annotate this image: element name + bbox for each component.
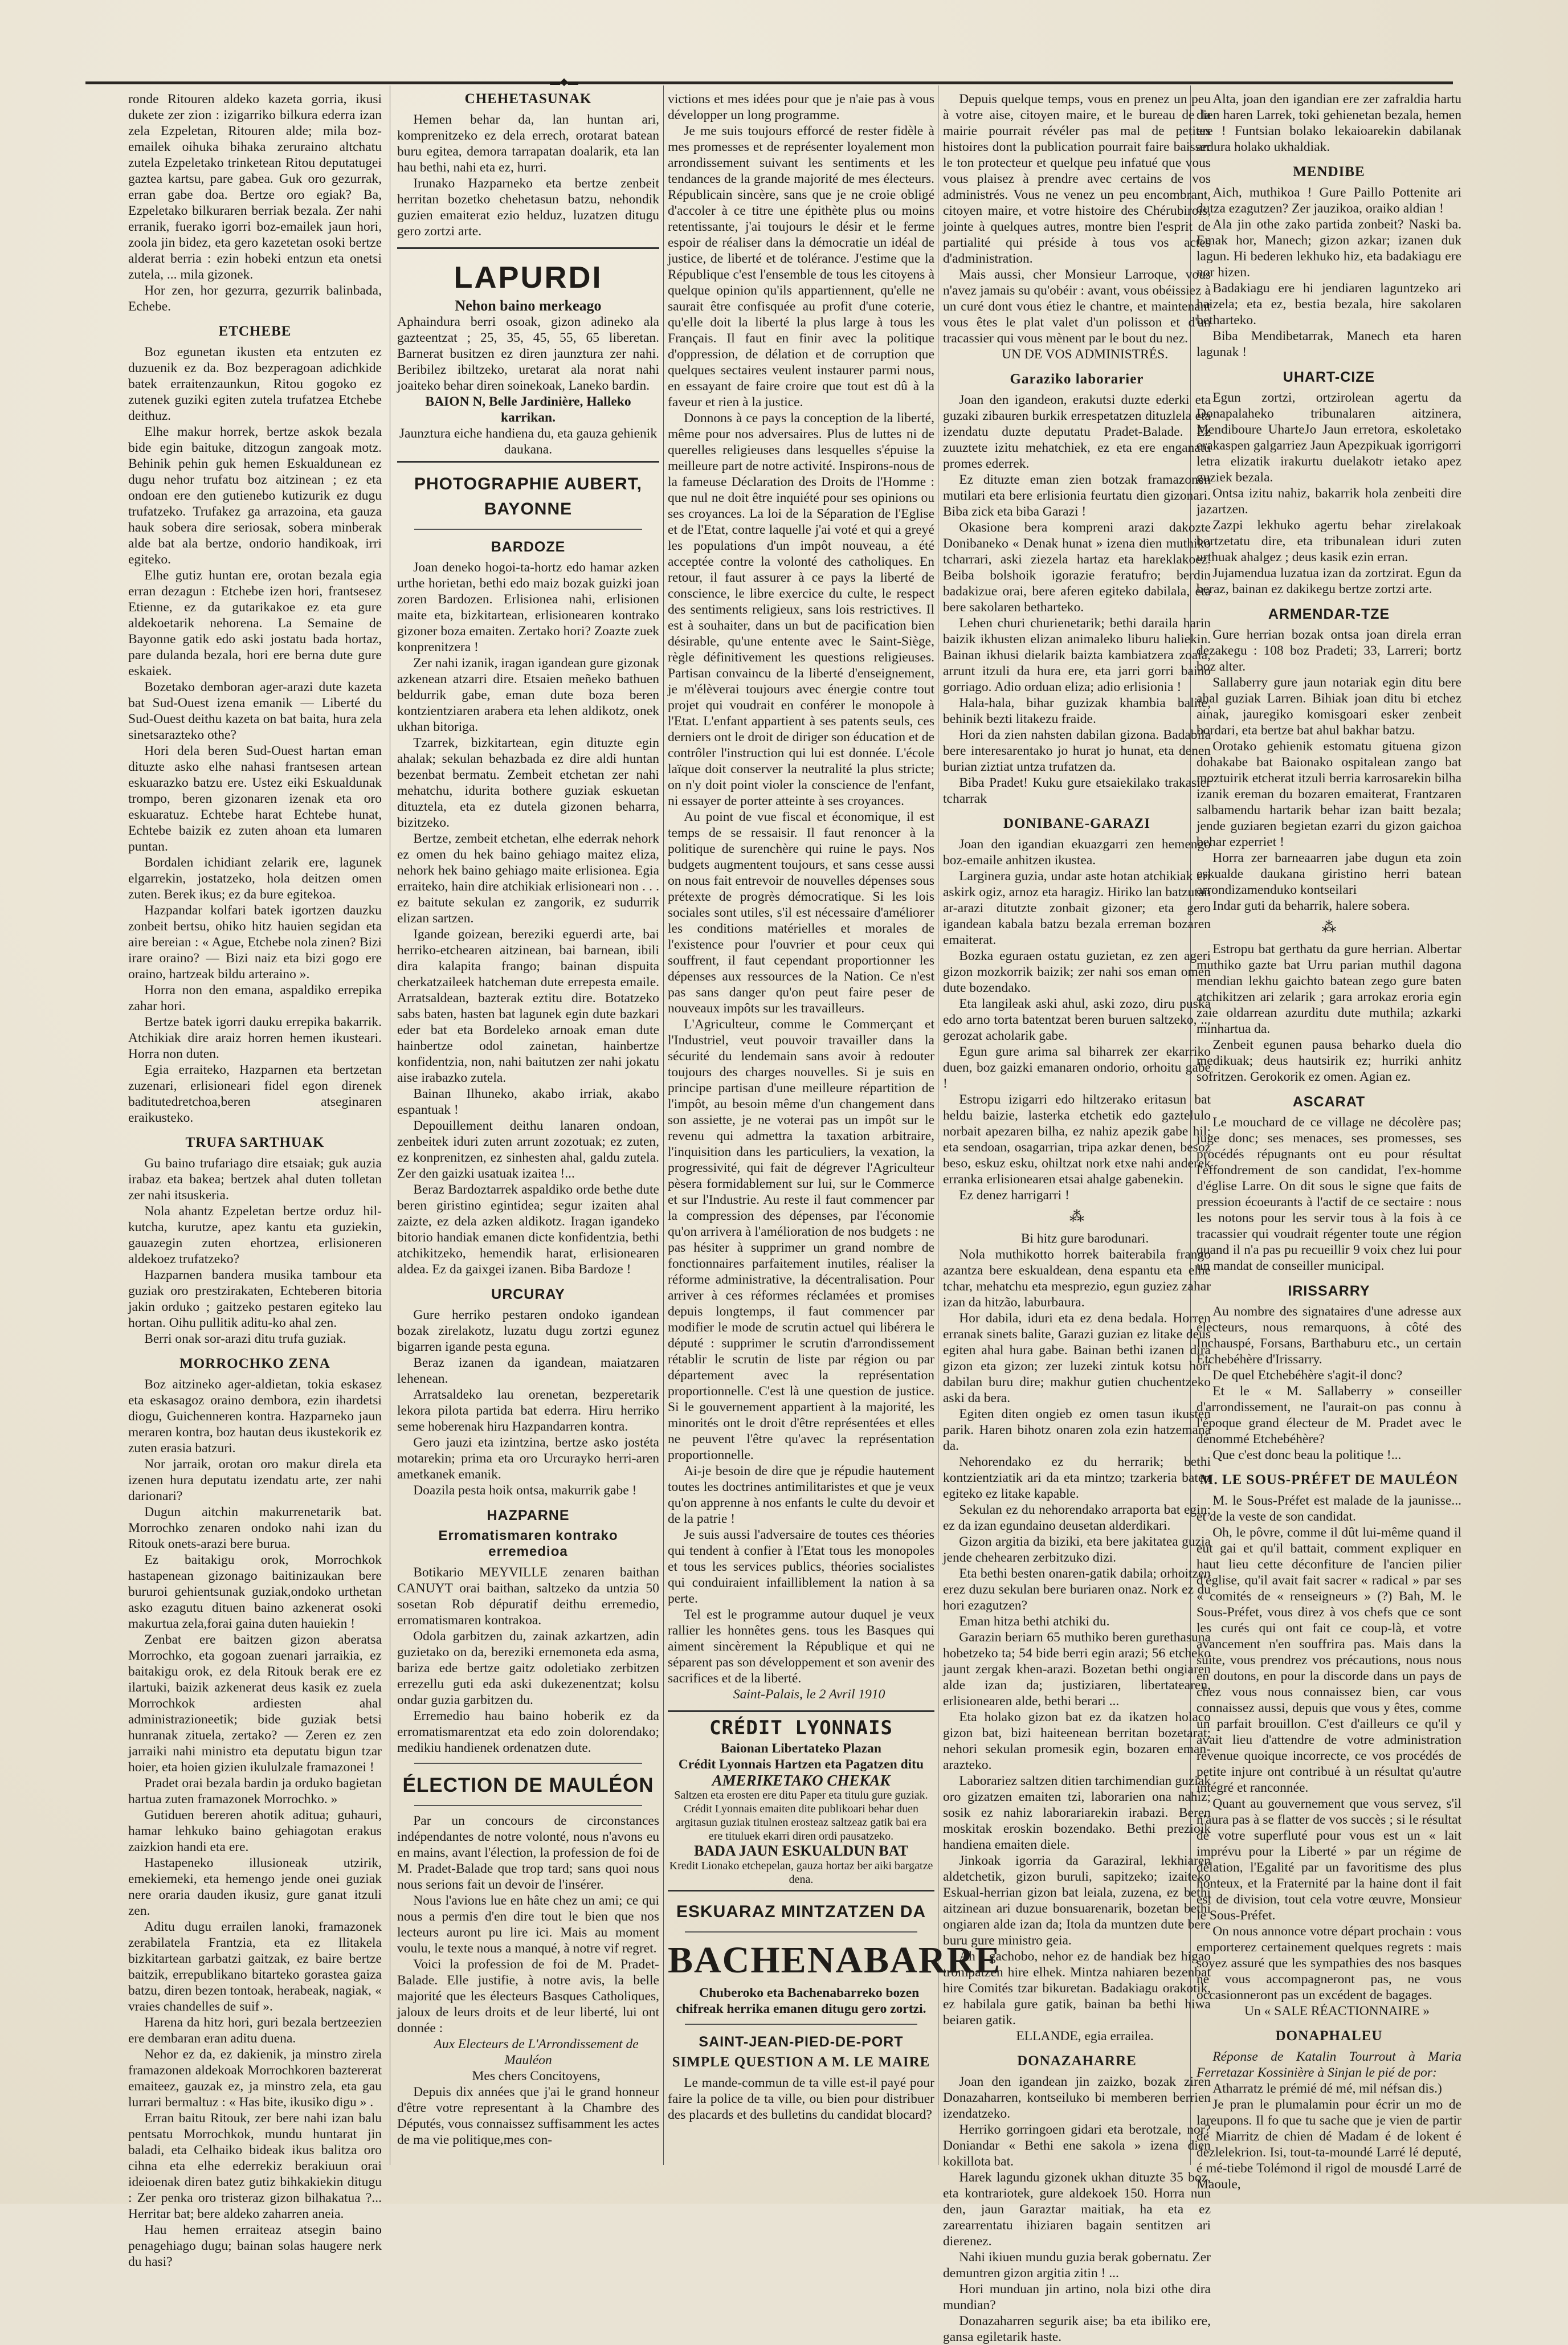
divider [414, 1805, 642, 1806]
article-paragraph: Botikario MEYVILLE zenaren baithan CANUYT orai baithan, saltzeko da untzia 50 sosetan Rob dépuratif deithu erremedio, erromatismaren kontrakoa. [397, 1565, 659, 1628]
divider [414, 1763, 642, 1764]
article-paragraph: Ala jin othe zako partida zonbeit? Naski ba. Emak hor, Manech; gizon azkar; izanen duk lagun. Hi bederen lekhuko hiz, eta badakiagu ere nor hizen. [1197, 217, 1461, 280]
article-paragraph: Gutiduen bereren ahotik aditua; guhauri, hamar lehkuko baino gehiagotan erakus zaizkion handi eta ere. [128, 1808, 382, 1854]
article-paragraph: Hor zen, hor gezurra, gezurrik balinbada, Echebe. [128, 283, 382, 314]
article-paragraph: Nous l'avions lue en hâte chez un ami; ce qui nous a permis d'en dire tout le bien que nos lecteurs auront pu lire ici. Mais au moment voulu, le texte nous a manqué, à notre vif regret. [397, 1893, 659, 1956]
article-paragraph: Et le « M. Sallaberry » conseiller d'arrondissement, ne l'aurait-on pas connu à l'époque grand électeur de M. Pradet avec le dénommé Etchebéhère? [1197, 1384, 1461, 1447]
article-paragraph: Joan deneko hogoi-ta-hortz edo hamar azken urthe horietan, bethi edo maiz bozak guizki joan zoren Bardozen. Erlisionea nahi, erlisionen maite eta, bizkitartean, erlisionearen kontrako gizoner boza emaiten. Zertako hori? Zoazte zuek konprenitzera ! [397, 560, 659, 655]
article-paragraph: Gure herrian bozak ontsa joan direla erran dezakegu : 108 boz Pradeti; 33, Larreri; bortz boz alter. [1197, 627, 1461, 674]
article-paragraph: Nahi ikiuen mundu guzia berak gobernatu. Zer demuntren gizon argitia zitin ! ... [943, 2250, 1211, 2281]
article-paragraph: Tel est le programme autour duquel je veux rallier les honnêtes gens. tous les Basques qui aiment sincèrement la République et qui ne séparent pas son développement et son avenir des sacrifices et de la liberté. [668, 1607, 934, 1686]
section-heading: CHEHETASUNAK [464, 91, 592, 107]
article-paragraph: Badakiagu ere hi jendiaren laguntzeko ari haizela; eta ez, bestia bezala, hire sakolaren betharteko. [1197, 281, 1461, 328]
article-paragraph: Indar guti da beharrik, halere sobera. [1212, 898, 1410, 913]
section-ornament: ⁂ [1321, 919, 1337, 935]
ad-line: Baionan Libertateko Plazan [720, 1741, 881, 1756]
article-paragraph: Bordalen ichidiant zelarik ere, lagunek elgarrekin, jostatzeko, hola deitzen omen zuten. Berek ikus; ez da bure egitekoa. [128, 855, 382, 902]
article-paragraph: Bertze, zembeit etchetan, elhe ederrak nehork ez omen du hek baino gehiago maitez eliza, nehork hek baino gehiago maite erlisionea. Egia erraiteko, hain dire atchikiak erlisioneari non . . . ez baitute sekulan ez zangorik, ez sudurrik elizan sartzen. [397, 831, 659, 926]
article-paragraph: Lehen churi churienetarik; bethi daraila harin baizik ikhusten elizan animaleko liburu haliekin. Bainan ikhusi dielarik baizta kambiatzera zoala, arrunt itzuli da hura ere, eta jarri gorri baino gorriago. Adio orduan elizа; adio erlisionia ! [943, 616, 1211, 694]
article-paragraph: Erran baitu Ritouk, zer bere nahi izan balu pentsatu Morrochkok, mundu huntarat jin baladi, eta Celhaiko bideak ikus balitza oro cihna eta elhe ederrekiz berakiuun orai ideioenak diren batez gutiz bihkakiekin ditugu : Zer penka oro tristeraz gizon bilhakatua ?... Herritar bat; bere aldeko zaharren aneia. [128, 2111, 382, 2221]
article-paragraph: Estropu izigarri edo hiltzerako eritasun bat heldu baizie, lasterka etchetik edo gaztelulo norbait apezaren bilha, ez nahiz apezik gabe hil; eta sendoan, osagarrian, tripa azkar denen, besoz beso, eskuz esku, ohiltzat nork etxe nahi anderek erranka erlisionearen etsai ahalge gabenekin. [943, 1092, 1211, 1187]
article-paragraph: Arratsaldeko lau orenetan, bezperetarik lekora pilota partida bat ederra. Hiru herriko seme hoberenak hiru Hazpandarren kontra. [397, 1387, 659, 1434]
article-paragraph: Alta, joan den igandian ere zer zafraldia hartu dien haren Larrek, toki gehienetan bezala, hemen ere ! Funtsian bolako lekaioarekin dabilanak ardura holako ukhaldiak. [1197, 92, 1461, 154]
article-paragraph: Igande goizean, bereziki eguerdi arte, bai herriko-etchearen aitzinean, bai barnean, ibili dira kalapita frango; bainan dispuita cherkatzaileek hatcheman dute errepesta emaile. Arratsaldean, bazterak eztitu dire. Botatzeko sabs baten, hasten bat lagunek egin dute bazkari eder bat eta Bordeleko arnoak eman dute hainbertze odol zainetan, hainbertze konfidentzia, non, nahi baitutzen zer nahi jokatu aise irabazko zutela. [397, 927, 659, 1085]
article-paragraph: Gu baino trufariago dire etsaiak; guk auzia irabaz eta bakea; bertzek ahal duten tolletan zer nahi itsuskeria. [128, 1156, 382, 1203]
section-heading: DONIBANE-GARAZI [1003, 816, 1151, 831]
article-paragraph: On nous annonce votre départ prochain : vous emporterez certainement quelques regrets : mais soyez assuré que les sympathies des nos basques ne vous accompagneront pas, ne vous occasionneront pas un excédent de bagages. [1197, 1924, 1461, 2003]
article-paragraph: Au nombre des signataires d'une adresse aux électeurs, nous remarquons, à côté des Inchauspé, Forsans, Barthaburu etc., un certain Etchebéhère d'Irissarry. [1197, 1304, 1461, 1367]
article-paragraph: Jujamendua luzatua izan da zortzirat. Egun da beraz, bainan ez dakikegu bertze zortzi arte. [1197, 566, 1461, 597]
article-paragraph: Eta bethi besten onaren-gatik dabila; orhoitzen erez duzu sekulan bere buriaren onaz. Nork ez du hori ezagutzen? [943, 1566, 1211, 1613]
article-paragraph: Biba Mendibetarrak, Manech eta haren lagunak ! [1197, 329, 1461, 359]
article-paragraph: Réponse de Katalin Tourrout à Maria Ferretazar Kossinière à Sinjan le pié de por: [1197, 2049, 1461, 2080]
article-paragraph: Ez baitakigu orok, Morrochkok hastapenean gizonago baitinizaukan bere bururoi gehientsunak guziak,ondoko urthetan asko ezagutu dituen baino azkenerat osoki makurtua zela,forai gaina duten hauiekin ! [128, 1553, 382, 1631]
article-paragraph: Harek lagundu gizonek ukhan dituzte 35 boz, eta kontrariotek, gure aldekoek 150. Horra nun den, jaun Garaztar maitiak, ha eta ez zarearrentatu ihiziaren bagain sentitzen ari dierenez. [943, 2170, 1211, 2249]
ad-line: Aphaindura berri osoak, gizon adineko ala gazteentzat ; 25, 35, 45, 55, 65 liberetan. Barnerat busitzen ez diren jaunztura zer nahi. Beribilez ibiltzeko, uretarat ala norat nahi joaiteko behar diren soinekoak, Laneko bardin. [397, 314, 659, 393]
article-paragraph: Zenbeit egunen pausa beharko duela dio medikuak; deus hautsirik ez; hurriki anhitz sofritzen. Gerokorik ez omen. Agian ez. [1197, 1037, 1461, 1084]
article-paragraph: Joan den igandeon, erakutsi duzte ederki eta guzaki zibauren burkik errespetatzen dituzlela eta izendatu duzte deputatu Pradet-Balade. Ez zuuztete izitu mehatchiek, ez eta ere enganatu promes ederrek. [943, 393, 1211, 471]
column-1 [128, 91, 382, 2269]
article-paragraph: Je suis aussi l'adversaire de toutes ces théories qui tendent à confier à l'Etat tous les monopoles et tous les services publics, théories socialistes qui conduiraient infailliblement la nation à sa perte. [668, 1527, 934, 1606]
column-3 [668, 91, 1002, 2165]
ad-line: Saltzen eta erosten ere ditu Paper eta titulu gure guziak. [674, 1789, 928, 1801]
section-heading: HAZPARNE [487, 1508, 570, 1523]
article-paragraph: Hau hemen erraiteaz atsegin baino penagehiago dugu; bainan solas haugere nerk du hasi? [128, 2223, 382, 2269]
article-paragraph: Hori dela beren Sud-Ouest hartan eman dituzte asko elhe nahasi frantsesen artean eskuarazko batzu ere. Ustez eiki Eskualdunak trompo, beren gizonaren izenak eta oro eskuaratuz. Echtebe harat Echtebe hunat, Echtebe baizik ez zuten ahoan eta lumaren puntan. [128, 743, 382, 854]
article-paragraph: Le mande-commun de ta ville est-il payé pour faire la police de ta ville, ou bien pour distribuer des placards et des bulletins du candidat blocard? [668, 2076, 934, 2122]
section-subheading: Erromatismaren kontrako erremedioa [438, 1528, 618, 1559]
article-paragraph: Hazpandar kolfari batek igortzen dauzku zonbeit bertsu, ohiko hitz hauien segidan eta aire bereian : « Ague, Etchebe nola zinen? Bizi irare oraino? — Bizi naiz eta bizi gogo ere oraino, hartzeak bildu arteraino ». [128, 903, 382, 982]
ad-line: Nehon baino merkeago [455, 297, 602, 314]
ad-line: AMERIKETAKO CHEKAK [712, 1772, 891, 1789]
article-paragraph: Mais aussi, cher Monsieur Larroque, vous n'avez jamais su qu'obéir : avant, vous obéissiez à un curé dont vous étiez le chantre, et maintenant vous êtes le plat valet d'un polisson et d'un tracassier qui vous mènent par le bout du nez. [943, 267, 1211, 346]
article-paragraph: Odola garbitzen du, zainak azkartzen, adin guzietako on da, bereziki ernemoneta eda asma, bariza ede bertze gaitz odoletiako zerbitzen errezellu guti eda aski dukezenentzat; kolsu ondar guzia garbitzen du. [397, 1629, 659, 1707]
article-paragraph: Erremedio hau baino hoberik ez da erromatismarentzat eta edo zoin dolorendako; medikiu handienek ordenatzen dute. [397, 1709, 659, 1755]
article-paragraph: Harena da hitz hori, guri bezala bertzeezien ere dembaran eran aditu duena. [128, 2015, 382, 2046]
article-paragraph: Mes chers Concitoyens, [472, 2069, 601, 2083]
section-heading: BACHENABARRE [668, 1939, 1002, 1981]
article-paragraph: Hori munduan jin artino, nola bizi othe dira mundian? [943, 2282, 1211, 2313]
article-paragraph: Irunako Hazparneko eta bertze zenbeit herritan bozetko chehetasun batzu, nehondik guzien emaiterat ezio helduz, luzatzen ditugu gero zortzi arte. [397, 176, 659, 239]
article-paragraph: Boz aitzineko ager-aldietan, tokia eskasez eta eskasagoz oraino dembora, ezin ihardetsi diogu, Guichenneren kontra. Hazparneko jaun meraren kontra, boz hautan deus ikustekorik ez zuten erasia batzuri. [128, 1377, 382, 1456]
article-paragraph: Bertze batek igorri dauku errepika bakarrik. Atchikiak dire araiz horren hemen ikusteari. Horra non duten. [128, 1015, 382, 1061]
divider [414, 529, 642, 530]
article-paragraph: Garazin beriarn 65 muthiko beren gurethasuna hobetzeko ta; 54 bide berri egin arazi; 56 etcheko jaunt zergak khen-arazi. Bozetan bethi ongiaren alde izan da; justiziaren, libertatearen, erlisionearen alde, bethi berari ... [943, 1630, 1211, 1709]
article-paragraph: Voici la profession de foi de M. Pradet-Balade. Elle justifie, à notre avis, la belle majorité que les électeurs Basques Catholiques, jaloux de leurs droits et de leur liberté, lui ont donnée : [397, 1957, 659, 2036]
article-paragraph: Ez denez harrigarri ! [959, 1188, 1069, 1203]
section-heading: BARDOZE [491, 539, 566, 555]
top-rule [85, 81, 1453, 84]
article-paragraph: Je me suis toujours efforcé de rester fidèle à mes promesses et de représenter loyalement mon arrondissement suivant les sentiments et les tendances de la grande majorité de mes électeurs. Républicain sincère, sans que je ne croie obligé d'accoler à ce titre une épithète plus ou moins retentissante, j'ai toujours le désir et le ferme espoir de réaliser dans la démocratie un idéal de justice, de liberté et de tolérance. J'estime que la République c'est l'ensemble de tous les citoyens à quelque opinion qu'ils appartiennent, qu'elle ne saurait être confisquée au profit d'une coterie, qu'elle doit la liberté la plus large à tous les Français. Il faut en finir avec la politique d'oppression, de délation et de corruption que quelques sectaires veulent instaurer parmi nous, en essayant de faire croire que tout est dû à la faveur et rien à la justice. [668, 124, 934, 410]
article-paragraph: Herriko gorringoen gidari eta berotzale, nor? Doniandar « Bethi ene sakola » izena dien kokillota bat. [943, 2122, 1211, 2169]
section-heading: MENDIBE [1293, 164, 1365, 179]
article-paragraph: Horra zer barneaarren jabe dugun eta zoin eskualde daukana giristino herri batean arrondizamendukо kontseilari [1197, 851, 1461, 897]
section-heading: ETCHEBE [218, 324, 292, 339]
signature: ELLANDE, egia erraileа. [1016, 2029, 1154, 2044]
article-paragraph: Joan den igandian ekuazgarri zen hemengo boz-emaile anhitzen ikustea. [943, 837, 1211, 868]
divider [685, 2024, 917, 2025]
article-paragraph: Biba Pradet! Kuku gure etsaiekilako trakasier tcharrak [943, 775, 1211, 806]
section-ornament: ⁂ [1069, 1208, 1084, 1225]
article-paragraph: Ah ! gachobo, nehor ez de handiak bez higao trompatzen hire elhek. Mintza nahiaren bezenbat hire Comités tzar bikuretan. Badakiagu orakotik, ez habilala gure gatik, bainan ba bethi hiwa beiaren gatik. [943, 1949, 1211, 2028]
article-paragraph: Tzarrek, bizkitartean, egin dituzte egin ahalak; sekulan behazbada ez dire aldi huntan bezenbat bermatu. Zembeit etchetan zer nahi mehatchu, idurita bothere guziak eskuetan dituztela, eta ez dutela gizonen beharra, bizitzeko. [397, 736, 659, 830]
article-paragraph: Joan den igandean jin zaizko, bozak ziren Donazaharren, kontseiluko bi memberen berrien izendatzeko. [943, 2074, 1211, 2121]
section-heading: M. LE SOUS-PRÉFET DE MAULÉON [1199, 1472, 1459, 1488]
article-paragraph: Le mouchard de ce village ne décolère pas; juge donc; ses menaces, ses promesses, ses procédés répugnants ont eu pour résultat l'effondrement de son candidat, l'ex-homme d'église Larre. On dit sous le signe que faits de pression écoeurants à l'actif de ce sectaire : nous les notons pour les servir tous à la fois à ce tracassier qui voudrait régenter toute une région quand il n'a pas pu recueillir 9 voix chez lui pour un mandat de conseiller municipal. [1197, 1115, 1461, 1273]
article-paragraph: Gero jauzi eta izintzina, bertze asko jostéta motarekin; prima eta oro Urcurayko herri-aren ametkanek emanik. [397, 1435, 659, 1482]
article-paragraph: Egia erraiteko, Hazparnen eta bertzetan zuzenari, erlisioneari fidel egon direnek baditutedretchoa,beren atseginaren eraikusteko. [128, 1063, 382, 1125]
column-5 [1197, 91, 1461, 2192]
divider [685, 1931, 917, 1933]
article-paragraph: Laborariez saltzen ditien tarchimendian guziak oro gizatzen emaiten tzi, laborarien ona nahiz; sosik ez nahiz laborariarekin irabazi. Beren moskitak eroskin bozendako. Bethi prezioik handiena emaiten diele. [943, 1774, 1211, 1852]
article-paragraph: Zazpi lekhuko agertu behar zirelakoak bortzetatu dire, eta tribunalean iduri zuten urthuak ahalgez ; deus kasik ezin erran. [1197, 518, 1461, 565]
article-paragraph: Zer nahi izanik, iragan igandean gure gizonak azkenean atzarri dire. Etsaien meñeko bathuen beldurrik gabe, eman dute boza beren kontzientziaren arabera eta lehen aldikotz, onek ukhan bitoriga. [397, 656, 659, 734]
column-2 [397, 91, 659, 2165]
section-heading: IRISSARRY [1288, 1283, 1370, 1299]
article-paragraph: Donnons à ce pays la conception de la liberté, même pour nos adversaires. Plus de luttes ni de querelles religieuses dans lesquelles s'épuise la meilleure part de notre activité. Inspirons-nous de la fameuse Déclaration des Droits de l'Homme : que nul ne doit être inquiété pour ses opinions ou ses croyances. La loi de la Séparation de l'Eglise et de l'Etat, contre laquelle j'ai voté et qui a greyé les populations d'un impôt nouveau, a été acceptée contre la volonté des catholiques. En retour, il faut assurer à ce pays la liberté de conscience, le libre exercice du culte, le respect des sentiments religieux, sans lois restrictives. Il est à souhaiter, dans un but de pacification bien désirable, qu'une entente avec le Saint-Siège, règle définitivement les questions religieuses. Partisan convaincu de la liberté d'enseignement, je m'élèverai toujours avec énergie contre tout projet qui voudrait en conférer le monopole à l'Etat. L'enfant appartient à ses patents seuls, ces derniers ont le droit de diriger son éducation et de contrôler l'instruction qui lui est donnée. L'école laïque doit conserver la neutralité la plus stricte; on n'y doit point violer la conscience de l'enfant, ni essayer de porter atteinte à ses croyances. [668, 411, 934, 808]
article-paragraph: Jinkoak igorria da Garaziral, lekhiaren aldetchetik, gizon buruli, sapitzeko; izaiteko Eskual-herrian gizon bat leiala, zuzena, ez bethi aitzinean ari duzue bonsuarenarik, bozetan bethi ongiaren alde izan da; Itola da muntzen dute bere buru gure ministro geia. [943, 1853, 1211, 1948]
article-paragraph: Doazila pesta hoik ontsa, makurrik gabe ! [413, 1483, 637, 1498]
article-paragraph: Bozetako demboran ager-arazi dute kazeta bat Sud-Ouest izena emanik — Liberté du Sud-Ouest deithu kazeta on bat baita, hura zela sinetsarazteko othe? [128, 680, 382, 742]
ad-line: BADA JAUN ESKUALDUN BAT [694, 1842, 908, 1859]
dateline: Saint-Palais, le 2 Avril 1910 [733, 1687, 885, 1702]
article-paragraph: Au point de vue fiscal et économique, il est temps de se ressaisir. Il faut renoncer à la politique de surenchère qui ruine le pays. Nos budgets augmentent toujours, et sans cesse aussi on nous fait entrevoir de nouvelles dépenses sous prétexte de progrès démocratique. Si les lois sociales sont utiles, s'il est nécessaire d'améliorer les conditions matérielles et morales de l'existence pour l'ouvrier et pour ceux qui souffrent, il faut cependant proportionner les dépenses aux ressources de la Nation. Ce n'est pas sans danger qu'on peut faire peser de nouveaux impôts sur les travailleurs. [668, 810, 934, 1016]
article-paragraph: Je pran le plumalamin pour écrir un mo de lareupons. Il fo que tu sache que je vien de partir de Miarritz de chien dé Madam é de lokent é dezlelekrion. Isi, tout-ta-moundé Larré lé deputé, é mé-tiebe Tolémond il rigol de mousdé Larré de Maoule, [1197, 2097, 1461, 2192]
section-heading: UHART-CIZE [1283, 369, 1375, 385]
section-heading: DONAPHALEU [1275, 2028, 1383, 2044]
column-4 [943, 91, 1211, 2344]
ad-line: Crédit Lyonnais emaiten dite publikoari behar duen argitasun guziak titulnen erosteaz saltzeaz gatik bai era ere tituluek ekarri diren ordi pausatzeko. [676, 1803, 926, 1842]
article-paragraph: Gizon argitia da biziki, eta bere jakitatea guzia jende chehearen zerbitzuko dizi. [943, 1534, 1211, 1565]
article-paragraph: Quant au gouvernement que vous servez, s'il n'aura pas à se flatter de vos succès ; si le résultat de votre superfluté pour vous est un « lait imprévu pour la Liberté » par un régime de délation, l'Egalité par un favoritisme des plus honteux, et la Fraternité par la haine dont il fait est de division, tout cela votre œuvre, Monsieur le Sous-Préfet. [1197, 1796, 1461, 1923]
article-paragraph: Aich, muthikoa ! Gure Paillo Pottenite ari dutza ezagutzen? Zer jauzikoa, oraiko aldian ! [1197, 185, 1461, 216]
article-paragraph: Bi hitz gure barodunari. [1020, 1231, 1149, 1246]
article-paragraph: Depuis dix années que j'ai le grand honneur d'être votre representant à la Chambre des Députés, vous connaissez suffisamment les actes de ma vie politique,mes con- [397, 2085, 659, 2147]
ad-title: LAPURDI [454, 260, 603, 295]
article-paragraph: Eta holako gizon bat ez da ikatzen holaco gizon bat, bizi haiteenean berritan bozetarat; nehori sekulan promesik egin, bozaren eman-arazteko. [943, 1710, 1211, 1772]
section-heading: URCURAY [491, 1286, 565, 1302]
article-paragraph: Oh, le pôvre, comme il dût lui-même quand il eut gai et qu'il battait, comment expliquer en haut lieu cette déconfiture de l'ancien pilier d'église, qu'il avait fait sacrer « radical » par ses « comités de « renseigneurs » (?) Bah, M. le Sous-Préfet, vous direz à vos chefs que ce sont les curés qui ont fait ce coup-là, et votre avancement n'en souffrira pas. Mais dans la suite, vous prendrez vos précautions, nous nous en doutons, en pour la discorde dans un pays de chez vous nous connaissez bien, car vous connaissez aussi, depuis que vous y êtes, comme un parfait brouillon. C'est d'ailleurs ce qu'il y avait lieu d'attendre de votre administration revenue quoique incorrecte, ce vos procédés de petite injure ont contribué à un résultat qu'autre intégré et ranconnée. [1197, 1525, 1461, 1795]
section-heading: Garaziko laborarier [1010, 371, 1144, 387]
section-heading: TRUFA SARTHUAK [185, 1135, 325, 1150]
article-paragraph: M. le Sous-Préfet est malade de la jaunisse... et de la veste de son candidat. [1197, 1493, 1461, 1524]
article-paragraph: Nehor ez da, ez dakienik, ja minstro zirela framazonen aldekoak Morrochkoren baztererat emaiteez, gauzak ez, ja minstro zela, eta gau lurrari bermaltuz : « Has bite, ikusiko digu » . [128, 2047, 382, 2110]
article-paragraph: De quel Etchebéhère s'agit-il donc? [1212, 1368, 1403, 1383]
signature: Un « SALE RÉACTIONNAIRE » [1244, 2004, 1430, 2019]
article-paragraph: Okasione bera kompreni arazi dakozte Donibaneko « Denak hunat » izena dien muthiko tcharrari, aski ziezela hartaz eta hareklakoez. Beiba bolshoik igorazie feratufro; berdin badakizue orai, bere aferen egiteko dabilala, eta bere sakolaren betharteko. [943, 520, 1211, 615]
article-paragraph: Zenbat ere baitzen gizon aberatsa Morrochko, eta gogoan zuenari jarraikia, ez baitakigu orok, ez dela Ritouk berak ere ez ilartuki, baizik azkenerat deus kasik ez zuela Morrochkok ardiesten ahal administrazioneetik; bide guziak betsi hunranak zituela, zertako? — Zeren ez zen jarraiki nahi ministro eta deputatu bigun tzar hoier, eta hoien gizien ikululzale framazonei ! [128, 1632, 382, 1775]
article-paragraph: Elhe makur horrek, bertze askok bezala bide egin baituke, ditzogun zangoak motz. Behinik pehin guk hemen Eskualdunean ez dugu nehor trufatu boz aitzinean ; ez eta ondoan ere den gutienebo kutizurik ez dugu trufatzeko. Trufakez ga arrazoina, eta gauza hauk sobera dire seriosak, sobera minberak alde bat ala bertze, ondorio handikoak, irri egiteko. [128, 424, 382, 567]
article-paragraph: Nehorendako ez du herrarik; bethi kontzientziatik ari da eta mintzo; tzarkeria baten egiteko ez litake kapable. [943, 1455, 1211, 1501]
article-paragraph: Ontsa izitu nahiz, bakarrik hola zenbeiti dire jazartzen. [1197, 486, 1461, 517]
article-paragraph: Beraz izanen da igandean, maiatzaren lehenean. [397, 1355, 659, 1386]
article-paragraph: ronde Ritouren aldeko kazeta gorria, ikusi dukete zer zion : izigarriko bilkura ederra izan zela Ezpeletan, Ritouren alde; mila boz-emailek oihuka bihaka zeruraino altchatu zutela Ezpeletako trinketean Ritou deputatugei gaztea kartsu, pare gabea. Guk oro gezurrak, erran gabe doa. Bertze oro egiak? Ba, Ezpeletako bilkuraren berriak bezala. Zer nahi erranik, fuerako igorri boz-emailek jaun hori, zoola jin bidez, eta gero kazetetan osoki bertze alderat berria : ezin hobeki entzun eta onetsi zutela, ... mila gizonek. [128, 92, 382, 282]
article-paragraph: Par un concours de circonstances indépendantes de notre volonté, nous n'avons eu en mains, avant l'élection, la profession de foi de M. Pradet-Balade que trop tard; sans quoi nous nous serions fait un devoir de l'insérer. [397, 1813, 659, 1892]
article-paragraph: Dugun aitchin makurrenetarik bat. Morrochko zenaren ondoko nahi izan du Ritouk onets-arazi bere burua. [128, 1505, 382, 1551]
article-paragraph: Estropu bat gerthatu da gure herrian. Albertar muthiko gazte bat Urru parian muthil dagona mendian lekhu gaichto batean zego gure baten atchikitzen ari zelarik ; gara arrokaz eroria egin zaie oldarrean azurditu dute muthila; azkarki minhartua da. [1197, 942, 1461, 1036]
article-paragraph: Egun gure arima sal biharrek zer ekarriko duen, boz gaizki emanaren ondorio, orhoitu gabe ! [943, 1044, 1211, 1091]
article-paragraph: Larginera guzia, undar aste hotan atchikiak eri askirk ogiz, arnoz eta haragiz. Hiriko lan batzutan ar-arazi ditutzte zonbait gizoner; eta gero igandean kabala batzu bezala erreman bozaren emaiterat. [943, 869, 1211, 947]
section-heading: DONAZAHARRE [1017, 2053, 1137, 2069]
article-paragraph: Nola muthikotto horrek baiterabila frango azantza bere eskualdean, dena espantu eta elhe tchar, mehatchu eta mesprezio, egun guziez zahar izan da hitzão, laburbaura. [943, 1247, 1211, 1310]
article-paragraph: Que c'est donc beau la politique !... [1212, 1448, 1402, 1462]
ad-photographie: PHOTOGRAPHIE AUBERT, BAYONNE [414, 475, 643, 518]
signature: UN DE VOS ADMINISTRÉS. [1002, 347, 1169, 362]
article-paragraph: Aditu dugu errailen lanoki, framazonek zerabilatela Frantzia, eta ez llitakela bizkitartean garbatzi gaitzak, ez baire bertze baitzik, errepublikano bitarteko gorastea gaiza batzu, diren bezen tontoak, herabeak, nagiak, « vraies chandelles de suif ». [128, 1919, 382, 2014]
article-paragraph: Horra non den emana, aspaldiko errepika zahar hori. [128, 983, 382, 1014]
article-paragraph: Bainan Ilhuneko, akabo irriak, akabo espantuak ! [397, 1086, 659, 1117]
article-paragraph: Boz egunetan ikusten eta entzuten ez duzuenik ez da. Boz bezperagoan adichkide batek erraitenzaunkun, Ritou gogoko ez zutenek guziki egiten zutela trufatzea Etchebe deithuz. [128, 345, 382, 423]
section-heading: MORROCHKO ZENA [179, 1356, 330, 1371]
article-paragraph: Berri onak sor-arazi ditu trufa guziak. [144, 1331, 346, 1346]
article-paragraph: Egun zortzi, ortzirolean agertu da Donapalaheko tribunalaren aitzinera, Mendiboure UharteJo Jaun erretora, eskoletako erakaspen galgarriez Jaun Apezpikuak igorrigorri letra elizatik irakurtu duelakotr ietako apez guziek bezala. [1197, 390, 1461, 485]
section-subheading: SIMPLE QUESTION A M. LE MAIRE [672, 2054, 930, 2070]
ad-line: Crédit Lyonnais Hartzen eta Pagatzen ditu [678, 1757, 924, 1772]
section-heading: ARMENDAR-TZE [1268, 606, 1390, 622]
advertisement-lapurdi [397, 247, 659, 463]
article-paragraph: Beraz Bardoztarrek aspaldiko orde bethe dute beren giristino egintidea; segur izaiten ahal zaizte, ez dela azken aldikotz. Iragan igandeko bitorio handiak emanen dicte konfidentzia, bethi atchikitzeko, hemendik harat, erlisionearen aldea. Ez da gaixgei izanen. Biba Bardoze ! [397, 1182, 659, 1277]
section-heading: SAINT-JEAN-PIED-DE-PORT [699, 2034, 904, 2050]
article-paragraph: Orotako gehienik estomatu gituena gizon dohakabe bat Baionako ospitalean zango bat moztuirik etcherat itzuli berria karrosarekin bilha izanik ereman du bozaren emaiterat, Frantzaren salbamendu hartarik behar izan baitt bezala; jende guziaren begietan ezarri du gizon gaichoa behar ezperriet ! [1197, 739, 1461, 849]
article-paragraph: Hori da zien nahsten dabilan gizona. Badabila bere interesarentako jo hurat jo hunat, eta denen burian ziztiat untza trufatzen da. [943, 728, 1211, 774]
article-paragraph: Ai-je besoin de dire que je répudie hautement toutes les doctrines antimilitaristes et que je veux qu'on apprenne à nos enfants le culte du devoir et de la patrie ! [668, 1464, 934, 1526]
advertisement-credit-lyonnais [668, 1710, 934, 1891]
article-paragraph: Atharratz le prémié dé mé, mil néfsan dis.) [1212, 2081, 1442, 2096]
article-paragraph: Aux Electeurs de L'Arrondissement de Mauléon [434, 2037, 639, 2068]
article-paragraph: Hastapeneko illusioneak utzirik, emekiemeki, eta hemengo jende onei guziak nere oraria dauden ikusiz, gure ganat itzuli zen. [128, 1856, 382, 1918]
article-paragraph: Egiten diten ongieb ez omen tasun ikusten parik. Haren bihotz onaren zola ezin hatzemana da. [943, 1407, 1211, 1453]
article-paragraph: L'Agriculteur, comme le Commerçant et l'Industriel, veut pouvoir travailler dans la sécurité du lendemain sans avoir à redouter toujours des charges nouvelles. Si je suis en principe partisan d'une meilleure répartition de l'impôt, au besoin même d'un changement dans son assiette, je ne voterai pas un impôt sur le revenu qui admettra la taxation arbitraire, l'inquisition dans les particuliers, la vexation, la progressivité, qui fait de dégrever l'Agriculteur pèsera formidablement sur lui, sur le Commerce et sur l'Industrie. Au reste il faut commencer par la compression des dépenses, par l'économie qu'on arrivera à l'amélioration de nos budgets : ne pas hésiter à supprimer un grand nombre de fonctionnaires parfaitement inutiles, réaliser la réforme administrative, la décentralisation. Pour arriver à ces réformes réclamées et promises depuis longtemps, il faut commencer par modifier le mode de scrutin actuel qui libérera le député : supprimer le scrutin d'arrondissement rétablir le scrutin de liste par région ou par département avec la représentation proportionnelle. C'est là une question de justice. Si le gouvernement appartient à la majorité, les minorités ont le droit d'être représentées et elles ne peuvent l'être qu'avec la représentation proportionnelle. [668, 1017, 934, 1462]
article-paragraph: Nor jarraik, orotan oro makur direla eta izenen hura deputatu izendatu arte, zer nahi darionari? [128, 1457, 382, 1504]
ad-title: CRÉDIT LYONNAIS [709, 1717, 893, 1739]
article-paragraph: Depuis quelque temps, vous en prenez un peu à votre aise, citoyen maire, et le bureau de la mairie pourrait révéler pas mal de petites histoires dont la publication pourrait faire baisser le ton protecteur et quelque peu infatué que vous vous plaisez à prendre avec certains de vos administrés. Vous ne venez un peu encombrant, citoyen maire, et votre histoire des Chérubirois, jointe à quelques autres, montre bien l'esprit de partialité qui préside à tous vos actes d'administration. [943, 92, 1211, 266]
article-paragraph: Bozka eguraen ostatu guzietan, ez zen ageri gizon mozkorrik baizik; zer nahi sos eman omen dute bozendako. [943, 949, 1211, 995]
top-rule-ornament: ▬◆▬ [550, 76, 578, 87]
article-paragraph: Hala-hala, bihar guzizak khambia balite, behinik bezti litakezu fraide. [943, 696, 1211, 726]
article-paragraph: Eman hitza bethi atchiki du. [959, 1614, 1110, 1629]
article-paragraph: Ez dituzte eman zien botzak framazonen mutilari eta bere erlisionia feurtatu dien gizonari. Biba zick eta biba Garazi ! [943, 472, 1211, 519]
article-paragraph: Pradet orai bezala bardin ja orduko bagietan hartua zuten framazonek Morrochko. » [128, 1776, 382, 1807]
ad-line: Jaunztura eiche handiena du, eta gauza gehienik daukana. [399, 426, 658, 457]
article-paragraph: Gure herriko pestaren ondoko igandean bozak zirelakotz, luzatu dugu zortzi egunez bigarren igande pesta eguna. [397, 1308, 659, 1354]
article-paragraph: Sallaberry gure jaun notariak egin ditu bere ahal guziak Larren. Bihiak joan ditu bi etchez ainak, jauregiko komisgoari esker zenbeit bordari, eta bertze bat ahul bakhar batzu. [1197, 675, 1461, 738]
article-paragraph: victions et mes idées pour que je n'aie pas à vous développer un long programme. [668, 92, 934, 122]
article-paragraph: Hor dabila, iduri eta ez dena bedala. Horren erranak sinets balite, Garazi guzian ez litake deus egiten ahal hura gabe. Bainan bethi izanen dira gizon eta gizon; zer luzeki zintuk kotsu hori dabilan buru dire; makhur gutien chuchentzeko aski da bera. [943, 1311, 1211, 1406]
article-paragraph: Sekulan ez du nehorendako arraporta bat egin; ez da izan egundaino deusetan alderdikari. [943, 1502, 1211, 1533]
article-paragraph: Nola ahantz Ezpeletan bertze orduz hil-kutcha, kurutze, apez kantu eta guziekin, gauazegin zuten ehortzea, erlisioneren aldekoez trufatzeko? [128, 1204, 382, 1267]
article-paragraph: Eta langileak aski ahul, aski zozo, diru puska edo arno torta batentzat beren buruen saltzeko, ... gerozat acholarik gabe. [943, 996, 1211, 1043]
article-paragraph: Depouillement deithu lanaren ondoan, zenbeitek iduri zuten arrunt zozotuak; ez zuten, ez konprenitzen, ez sinhesten ahal, galdu zutela. Zer den gaizki usatuak izaitea !... [397, 1118, 659, 1181]
article-paragraph: Hemen behar da, lan huntan ari, komprenitzeko ez dela errech, orotarat batean buru egitea, demora tarrapatan doalarik, eta lan hau bethi, nahi eta ez, hurri. [397, 112, 659, 175]
column-rule [663, 85, 664, 2165]
article-paragraph: Elhe gutiz huntan ere, orotan bezala egia erran dezagun : Etchebe izen hori, frantsesez Etienne, ez da gutarikakoe ez eta gure aldekoetarik nehorena. La Semaine de Bayonne gatik edo aski jostatu bada hortaz, pare dulanda bezala, hori ere berna dute gure eskaiek. [128, 568, 382, 679]
ad-line: BAION N, Belle Jardinière, Halleko karrikan. [425, 394, 631, 425]
ad-line: Kredit Lionako etchepelan, gauza hortaz ber aiki bargatze dena. [669, 1860, 933, 1886]
section-heading: ASCARAT [1292, 1094, 1366, 1110]
ad-banner: ESKUARAZ MINTZATZEN DA [676, 1902, 926, 1921]
article-paragraph: Chuberoko eta Bachenabarreko bozen chifreak herrika emanen ditugu gero zortzi. [676, 1986, 926, 2016]
article-paragraph: Hazparnen bandera musika tambour eta guziak oro prestzirakaten, Echteberen bitoria jakin orduko ; gaitzeko pestaren egiteko lau hortan. Oihu pullitik aditu-ko ahal zen. [128, 1268, 382, 1330]
article-paragraph: Donazaharren segurik aise; ba eta ibiliko ere, gansa egiletarik haste. [943, 2314, 1211, 2344]
section-heading: ÉLECTION DE MAULÉON [402, 1774, 654, 1796]
